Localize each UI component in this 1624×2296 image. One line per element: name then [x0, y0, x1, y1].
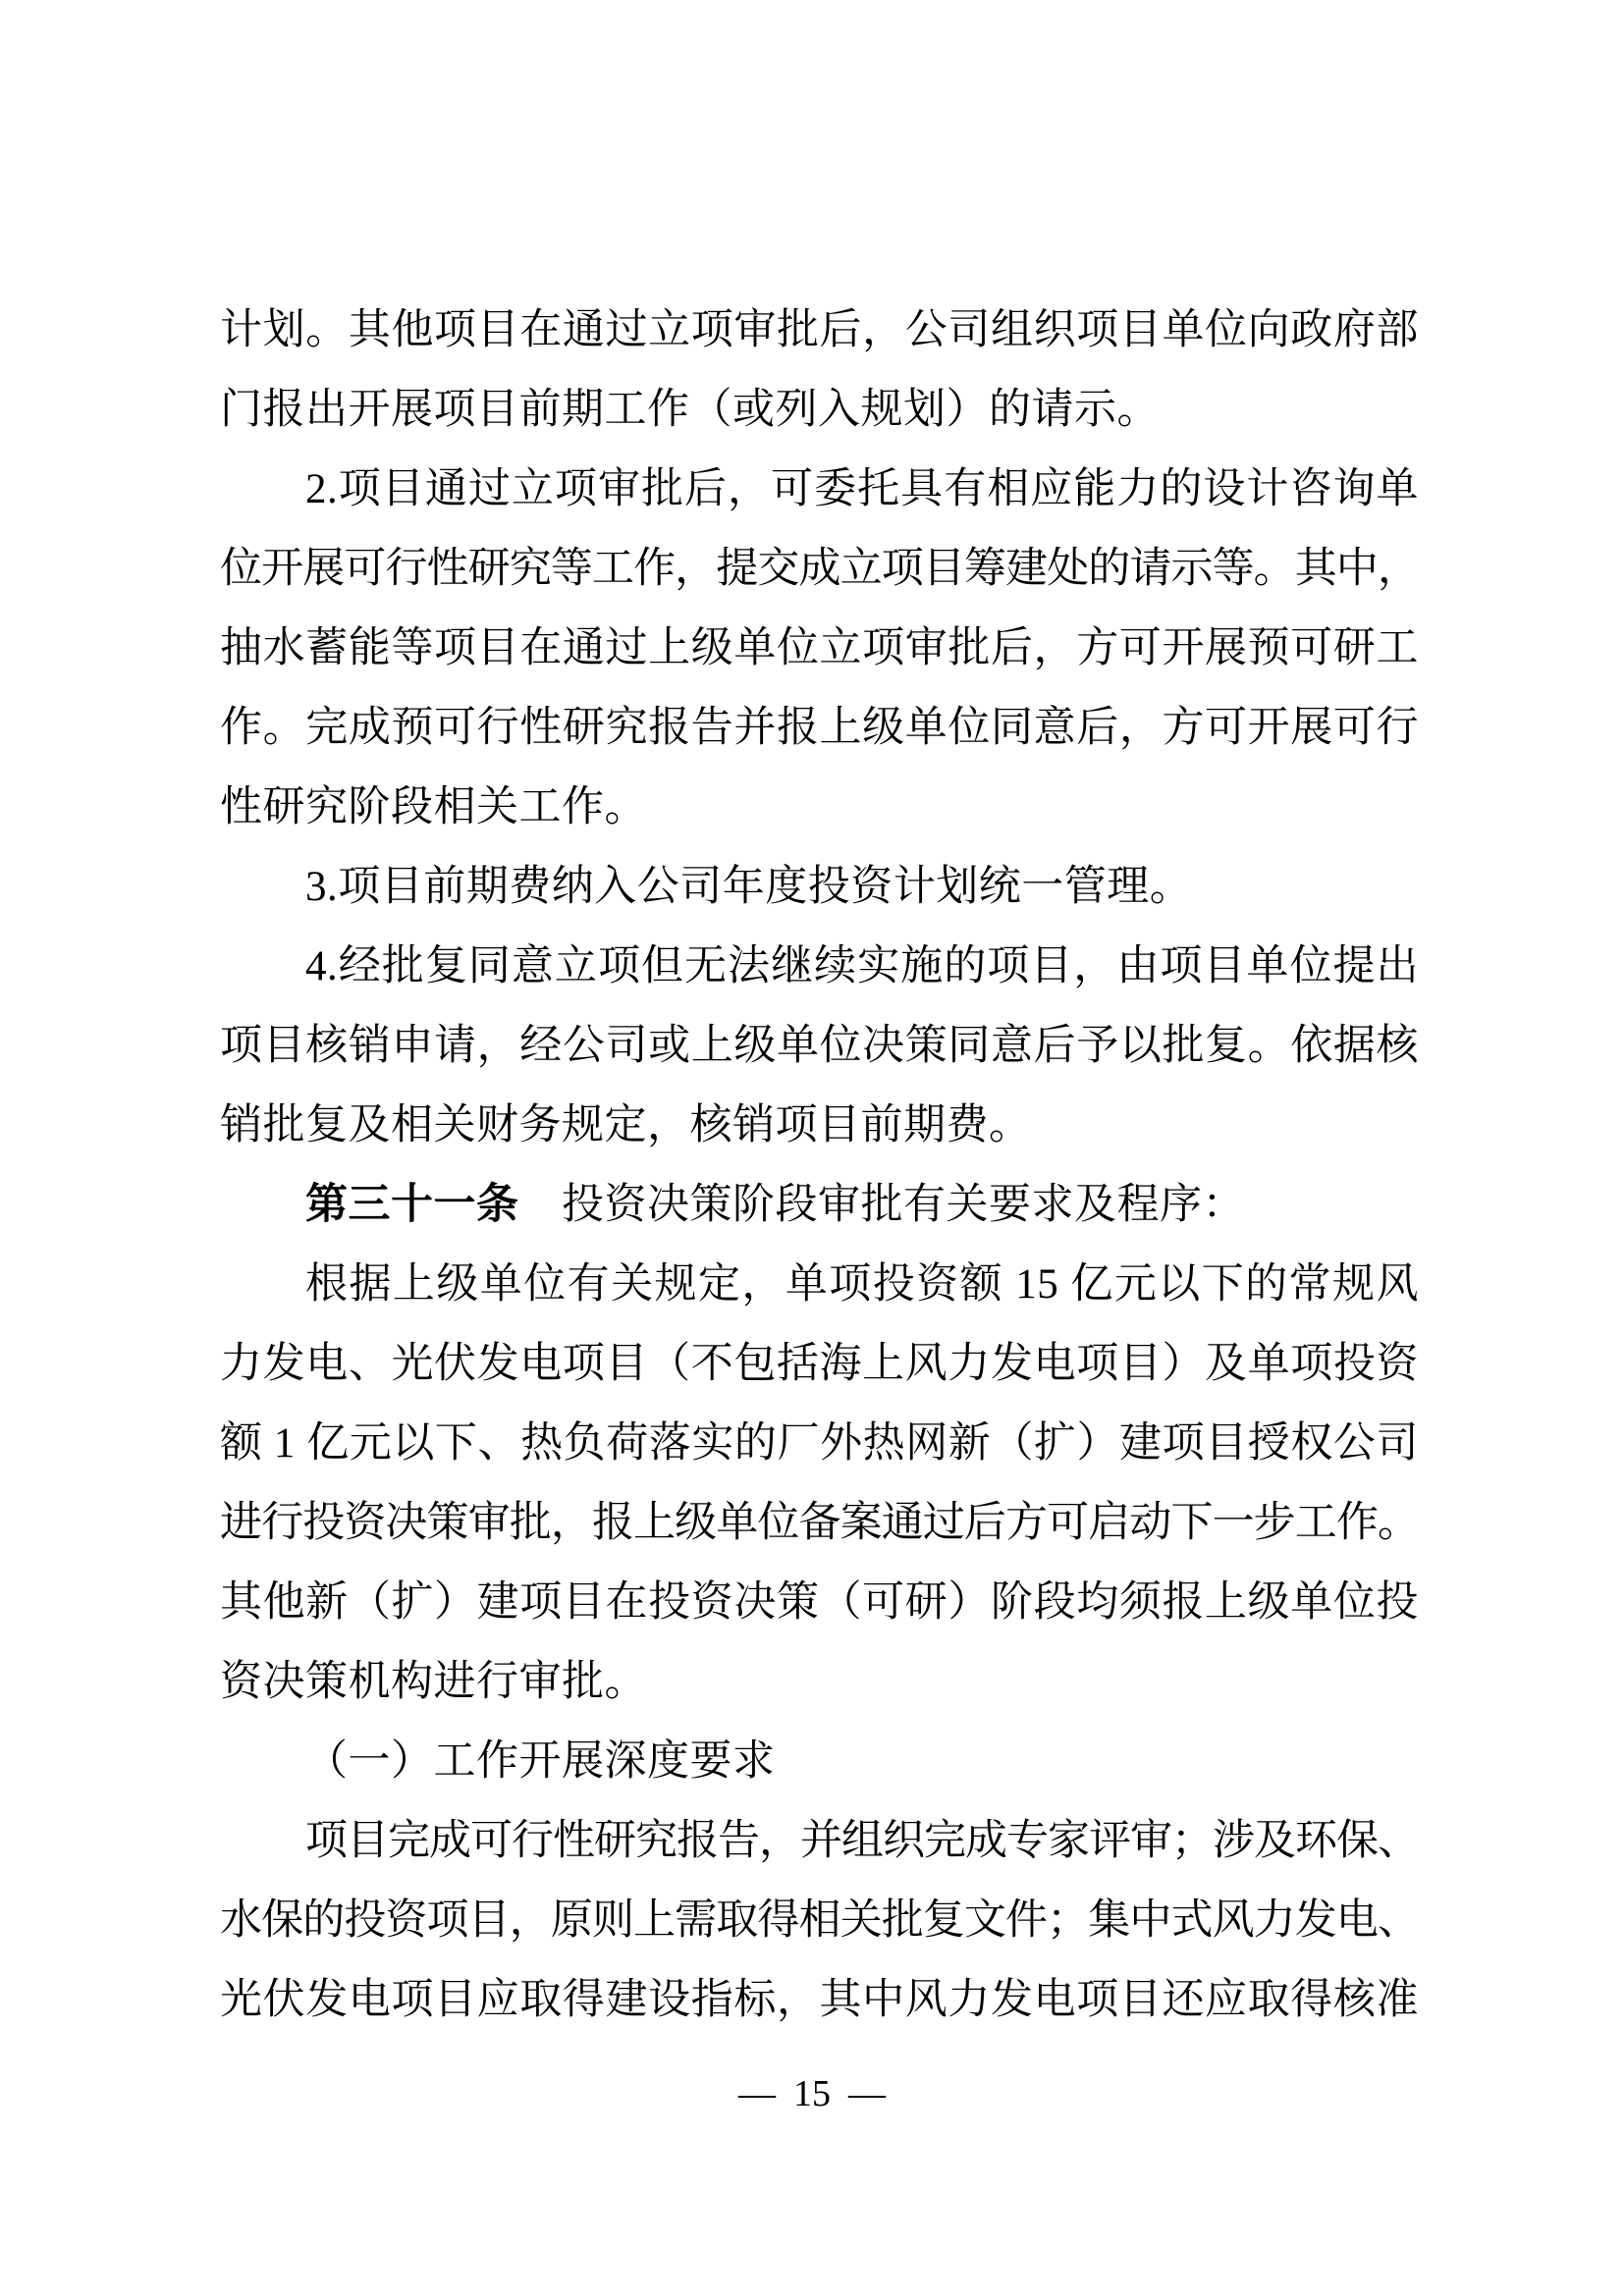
text-line: 销批复及相关财务规定，核销项目前期费。 [220, 1102, 1032, 1148]
page-footer [0, 2073, 1624, 2114]
text-line: 计划。其他项目在通过立项审批后，公司组织项目单位向政府部 [220, 307, 1419, 353]
text-line: 抽水蓄能等项目在通过上级单位立项审批后，方可开展预可研工 [220, 625, 1419, 671]
text-line: 资决策机构进行审批。 [220, 1659, 647, 1705]
footer-dash-left: — [738, 2073, 776, 2114]
text-line: 门报出开展项目前期工作（或列入规划）的请示。 [220, 387, 1160, 433]
section-heading-line: （一）工作开展深度要求 [305, 1738, 776, 1785]
page-number: 15 [793, 2073, 831, 2114]
article-heading-text: 投资决策阶段审批有关要求及程序： [518, 1182, 1245, 1228]
text-line: 额 1 亿元以下、热负荷落实的厂外热网新（扩）建项目授权公司 [220, 1420, 1419, 1467]
text-line: 其他新（扩）建项目在投资决策（可研）阶段均须报上级单位投 [220, 1579, 1419, 1626]
text-line: 2.项目通过立项审批后，可委托具有相应能力的设计咨询单 [305, 466, 1419, 512]
article-number: 第三十一条 [305, 1182, 519, 1228]
text-line: 性研究阶段相关工作。 [220, 784, 647, 830]
text-line: 力发电、光伏发电项目（不包括海上风力发电项目）及单项投资 [220, 1341, 1419, 1387]
text-line: 3.项目前期费纳入公司年度投资计划统一管理。 [305, 864, 1193, 910]
text-line: 作。完成预可行性研究报告并报上级单位同意后，方可开展可行 [220, 705, 1419, 751]
article-heading-line [220, 1165, 1419, 1245]
text-line: 项目核销申请，经公司或上级单位决策同意后予以批复。依据核 [220, 1023, 1419, 1069]
text-line: 项目完成可行性研究报告，并组织完成专家评审；涉及环保、 [305, 1818, 1419, 1864]
text-line: 4.经批复同意立项但无法继续实施的项目，由项目单位提出 [305, 943, 1419, 989]
text-line: 根据上级单位有关规定，单项投资额 15 亿元以下的常规风 [305, 1261, 1419, 1308]
text-line: 位开展可行性研究等工作，提交成立项目筹建处的请示等。其中， [220, 546, 1419, 592]
page-body-text [220, 291, 1419, 2040]
footer-dash-right: — [848, 2073, 886, 2114]
text-line: 进行投资决策审批，报上级单位备案通过后方可启动下一步工作。 [220, 1500, 1419, 1546]
text-line: 水保的投资项目，原则上需取得相关批复文件；集中式风力发电、 [220, 1897, 1419, 1944]
text-line: 光伏发电项目应取得建设指标，其中风力发电项目还应取得核准 [220, 1977, 1419, 2023]
